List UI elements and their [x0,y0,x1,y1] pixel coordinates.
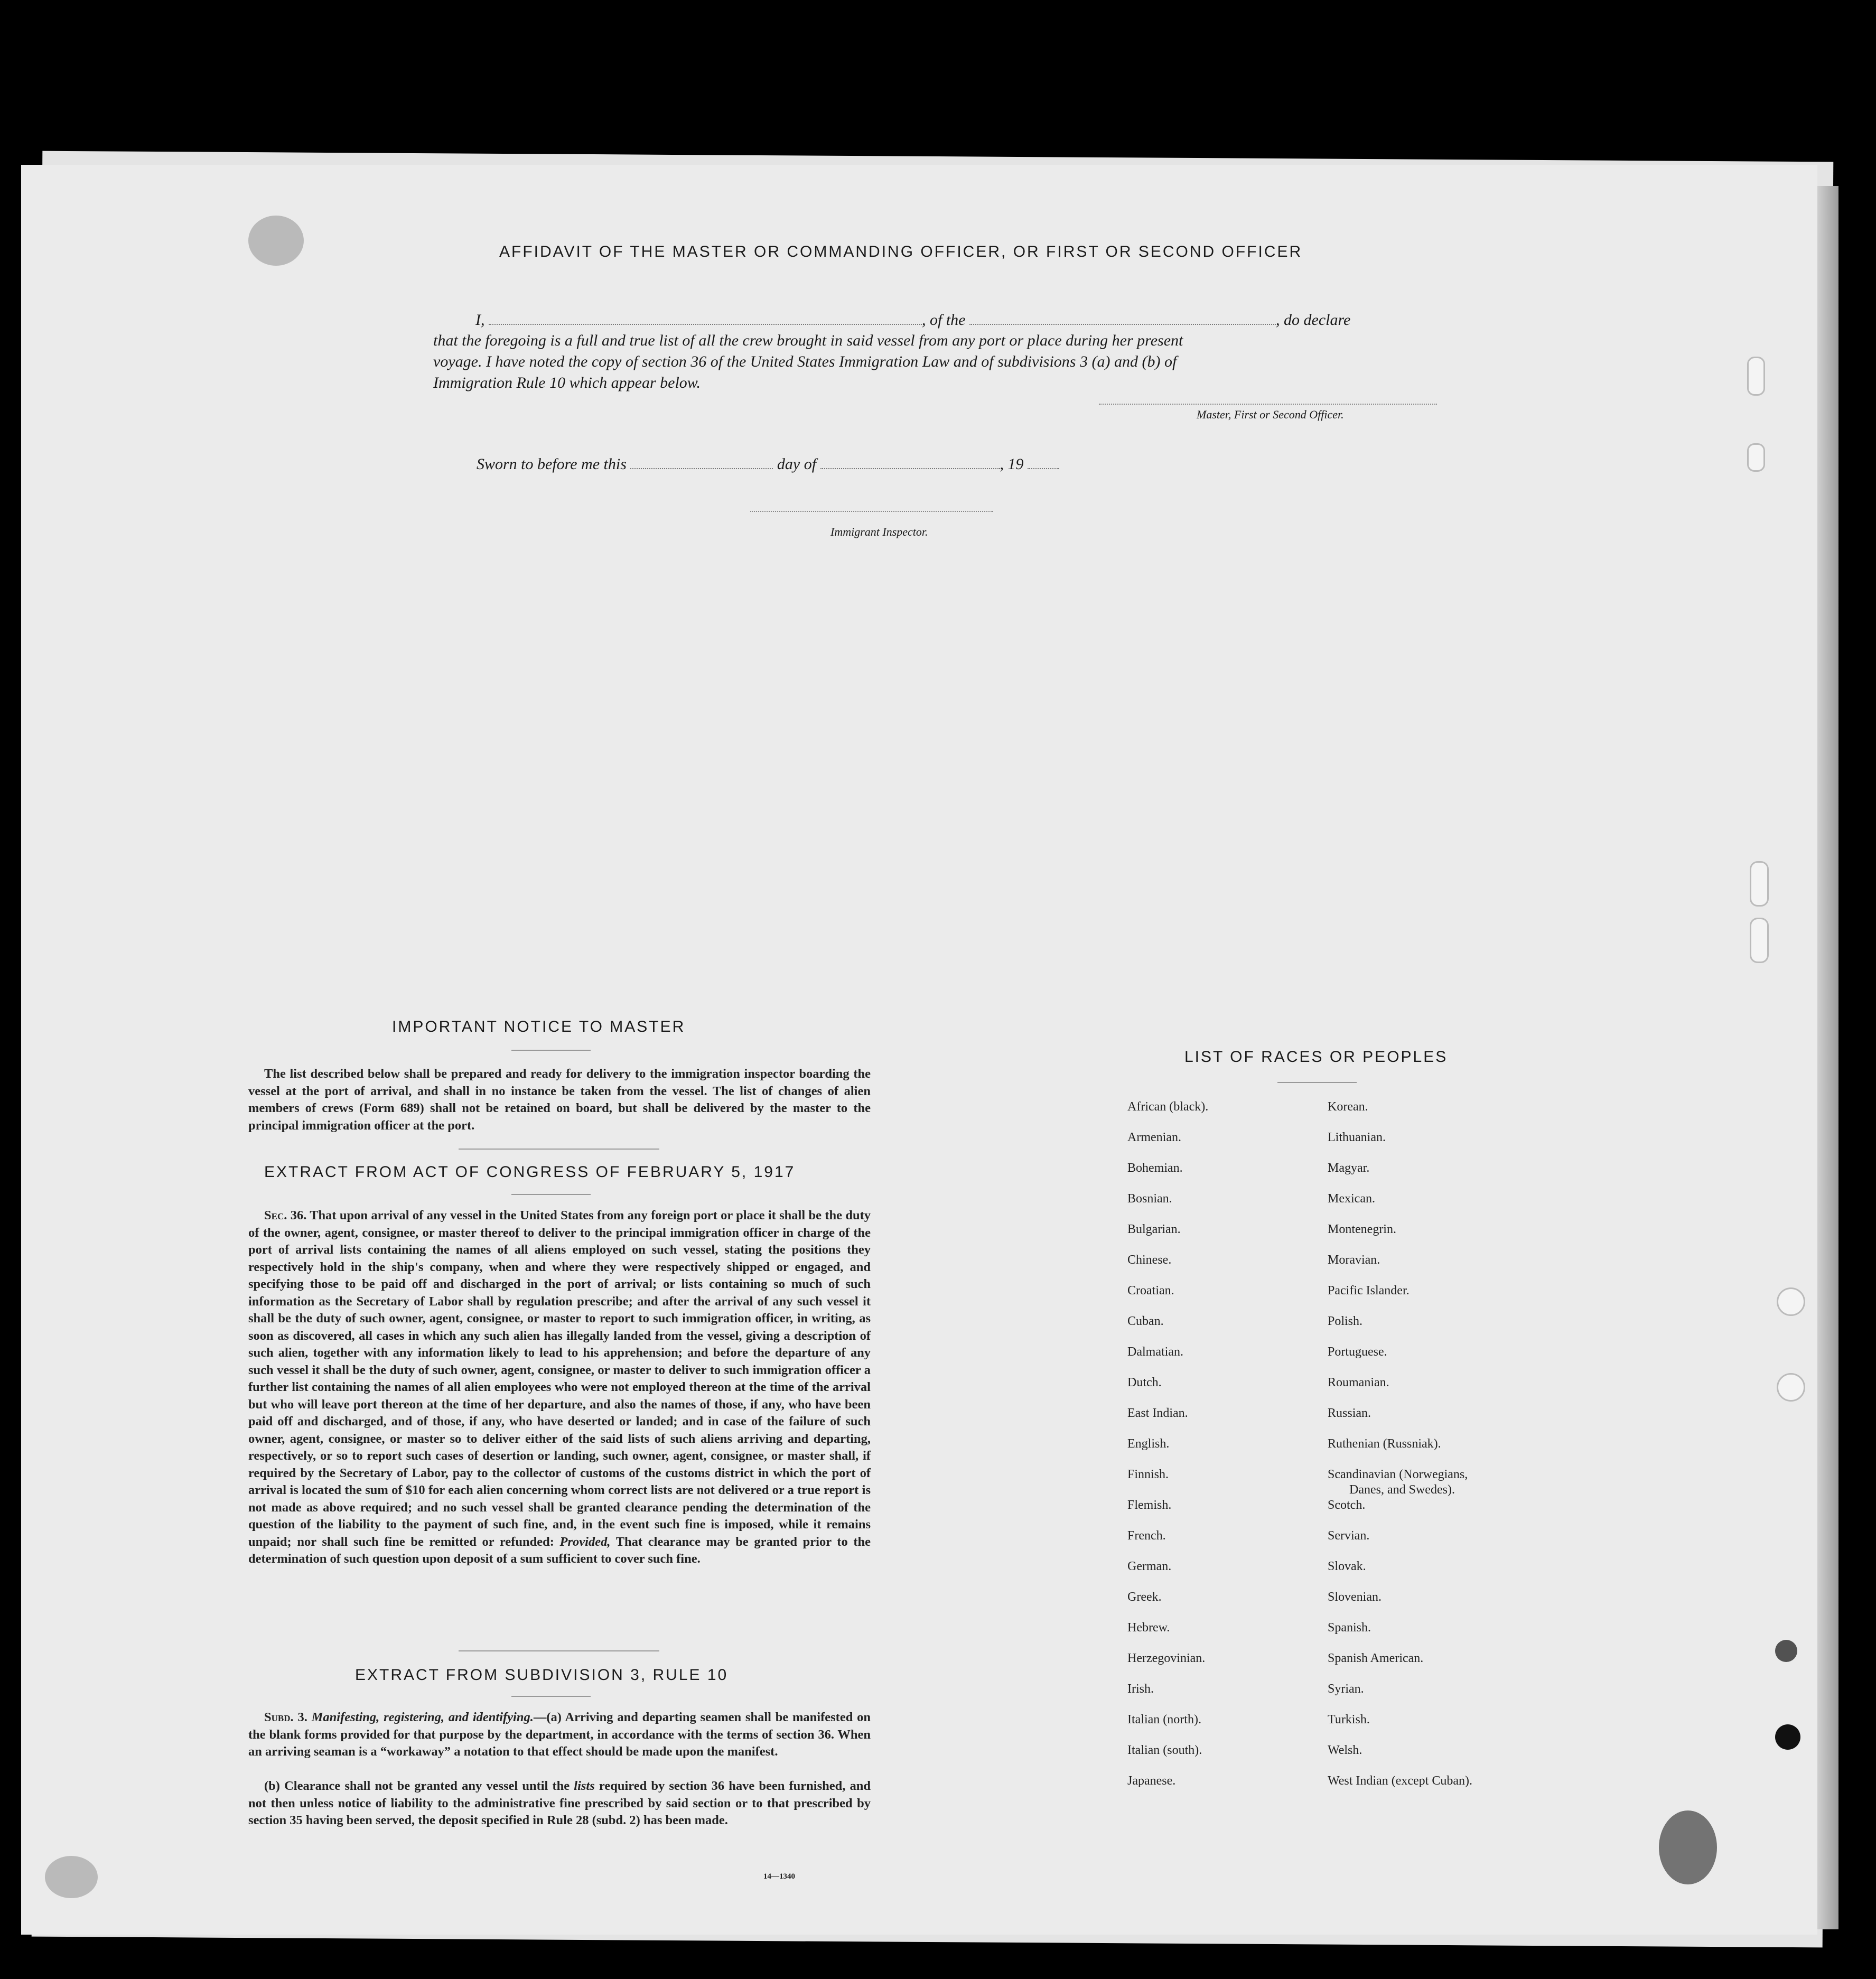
decl-i: I, [475,311,485,329]
race-item: Armenian. [1127,1131,1181,1144]
race-item: Hebrew. [1127,1621,1170,1635]
race-item: English. [1127,1437,1170,1451]
inspector-signature-line[interactable] [750,511,993,512]
races-heading: LIST OF RACES OR PEOPLES [1184,1048,1448,1066]
punch-hole-dark [1775,1640,1797,1662]
rule-subd-label: Subd. 3. [264,1710,307,1724]
binder-hole [1747,443,1765,472]
punch-hole [1777,1287,1805,1316]
race-item: African (black). [1127,1100,1209,1114]
race-item: Herzegovinian. [1127,1651,1206,1665]
punch-hole [1777,1373,1805,1402]
race-item: Bohemian. [1127,1161,1183,1175]
year-prefix: , 19 [1000,455,1024,473]
document-page [21,165,1817,1935]
rule-rule [511,1696,591,1697]
race-item: French. [1127,1529,1166,1543]
race-item: Italian (south). [1127,1743,1202,1757]
act-heading: EXTRACT FROM ACT OF CONGRESS OF FEBRUARY 5, 1917 [264,1163,796,1181]
race-item: Italian (north). [1127,1713,1201,1726]
race-item: Chinese. [1127,1253,1172,1267]
master-signature-line[interactable] [1099,404,1437,405]
binder-hole [1747,357,1765,396]
sworn-year-blank[interactable] [1028,454,1059,469]
decl-of-the: , of the [922,311,966,329]
race-item: Bosnian. [1127,1192,1172,1206]
rule-para-b-1: (b) Clearance shall not be granted any vessel until the [264,1779,570,1793]
inspector-caption: Immigrant Inspector. [830,525,928,538]
act-sec-label: Sec. 36. [264,1208,307,1222]
declaration-line-3: voyage. I have noted the copy of section 36 of the United States Immigration Law and of subdivisions 3 (a) and (b) of [433,353,1177,370]
rule-heading: EXTRACT FROM SUBDIVISION 3, RULE 10 [355,1666,729,1684]
decl-do-declare: , do declare [1276,311,1351,329]
race-item: German. [1127,1560,1172,1573]
race-item: Bulgarian. [1127,1222,1181,1236]
page-edge [1817,186,1838,1929]
race-item: Magyar. [1328,1161,1370,1175]
race-item: Russian. [1328,1406,1371,1420]
race-item: Ruthenian (Russniak). [1328,1437,1441,1451]
race-item: Servian. [1328,1529,1370,1543]
race-item: East Indian. [1127,1406,1188,1420]
race-item: Spanish. [1328,1621,1371,1635]
rule-para-b [248,1778,871,1829]
declaration-line-4: Immigration Rule 10 which appear below. [433,374,701,391]
race-item: Scotch. [1328,1498,1366,1512]
race-item: Polish. [1328,1314,1363,1328]
punch-hole-dark [1775,1724,1800,1750]
rule-para-a [248,1709,871,1761]
rule-para-a-text: —(a) Arriving and departing seamen shall be manifested on the blank forms provided for that purpose by the department, in accordance with the terms of section 36. When an arriving seaman is a “workaway” a notation to that effect should be made upon the manifest. [248,1710,871,1759]
race-item: Syrian. [1328,1682,1364,1696]
sworn-day-blank[interactable] [630,454,773,469]
act-text: That upon arrival of any vessel in the United States from any foreign port or place it shall be the duty of the owner, agent, consignee, or master thereof to deliver to the principal immigration officer in charge of the port of arrival lists containing the names of all aliens employed on such vessel, stating the positions they respectively hold in the ship's company, when and where they were respectively shipped or engaged, and specifying those to be paid off and discharged in the port of arrival; or lists containing so much of such information as the Secretary of Labor shall by regulation prescribe; and after the arrival of any such vessel it shall be the duty of such owner, agent, consignee, or master to report to such immigration officer, in writing, as soon as discovered, all cases in which any such alien has illegally landed from the vessel, giving a description of such alien, together with any information likely to lead to his apprehension; and before the departure of any such vessel it shall be the duty of such owner, agent, consignee, or master to deliver to such immigration officer a further list containing the names of all alien employees who were not employed thereon at the time of the arrival but who will leave port thereon at the time of her departure, and also the names of those, if any, who have been paid off and discharged, and of those, if any, who have deserted or landed; and in case of the failure of such owner, agent, consignee, or master so to deliver either of the said lists of such aliens arriving and departing, respectively, or so to report such cases of desertion or landing, such owner, agent, consignee, or master shall, if required by the Secretary of Labor, pay to the collector of customs of the customs district in which the port of arrival is located the sum of $10 for each alien concerning whom correct lists are not delivered or a true report is not made as above required; and no such vessel shall be granted clearance pending the determination of the question of the liability to the payment of such fine, and, in the event such fine is imposed, while it remains unpaid; nor shall such fine be remitted or refunded: [248,1208,871,1549]
race-item: Portuguese. [1328,1345,1387,1359]
race-item: Roumanian. [1328,1376,1389,1389]
race-item: Montenegrin. [1328,1222,1396,1236]
race-item: Finnish. [1127,1468,1169,1481]
act-rule [511,1194,591,1195]
race-item: Irish. [1127,1682,1154,1696]
race-item: Dutch. [1127,1376,1162,1389]
rule-para-b-lists: lists [574,1779,595,1793]
race-item: Moravian. [1328,1253,1380,1267]
vessel-blank[interactable] [969,310,1276,325]
race-item: Pacific Islander. [1328,1284,1410,1297]
race-item: Turkish. [1328,1713,1370,1726]
race-scandinavian-cont: Danes, and Swedes). [1349,1483,1455,1497]
race-item: Japanese. [1127,1774,1176,1788]
act-body [248,1207,871,1568]
race-item: Cuban. [1127,1314,1164,1328]
race-item: Welsh. [1328,1743,1362,1757]
binder-hole [1750,861,1769,907]
declaration-line-2: that the foregoing is a full and true list of all the crew brought in said vessel from any port or place during her present [433,332,1183,349]
ink-blot [45,1856,98,1898]
act-divider [459,1650,659,1651]
race-item: Slovak. [1328,1560,1366,1573]
ink-blot [248,216,304,266]
race-item: Spanish American. [1328,1651,1424,1665]
notice-heading: IMPORTANT NOTICE TO MASTER [392,1018,686,1035]
act-text-end: That clearance may be granted prior to the determination of such question upon deposit of a sum sufficient to cover such fine. [248,1534,871,1566]
race-item: Korean. [1328,1100,1368,1114]
sworn-line [477,454,1059,473]
sworn-month-blank[interactable] [820,454,1000,469]
act-provided: Provided, [559,1534,611,1549]
stain [1659,1810,1717,1884]
race-item: Croatian. [1127,1284,1174,1297]
race-item: Scandinavian (Norwegians, [1328,1468,1468,1481]
rule-para-b-2: required by section 36 have been furnished, and not then unless notice of liability to the administrative fine prescribed by said section or to that prescribed by section 35 having been served, the deposit specified in Rule 28 (subd. 2) has been made. [248,1779,871,1827]
binder-hole [1750,918,1769,963]
race-item: West Indian (except Cuban). [1328,1774,1472,1788]
race-item: Greek. [1127,1590,1162,1604]
notice-body: The list described below shall be prepared and ready for delivery to the immigration inspector boarding the vessel at the port of arrival, and shall in no instance be taken from the vessel. The list of changes of alien members of crews (Form 689) shall not be retained on board, but shall be delivered by the master to the principal immigration officer at the port. [248,1067,871,1133]
declaration-line-1 [475,310,1350,329]
race-item: Mexican. [1328,1192,1375,1206]
race-item: Lithuanian. [1328,1131,1386,1144]
master-caption: Master, First or Second Officer. [1197,408,1344,421]
race-item: Dalmatian. [1127,1345,1183,1359]
notice-divider [459,1149,659,1150]
race-item: Slovenian. [1328,1590,1382,1604]
rule-subd-title: Manifesting, registering, and identifying. [311,1710,534,1724]
name-blank[interactable] [489,310,922,325]
notice-rule [511,1050,591,1051]
race-item: Flemish. [1127,1498,1172,1512]
affidavit-title: AFFIDAVIT OF THE MASTER OR COMMANDING OFFICER, OR FIRST OR SECOND OFFICER [499,243,1303,260]
sworn-text: Sworn to before me this [477,455,627,473]
day-of: day of [777,455,817,473]
form-number: 14—1340 [763,1872,795,1881]
races-rule [1277,1082,1357,1083]
